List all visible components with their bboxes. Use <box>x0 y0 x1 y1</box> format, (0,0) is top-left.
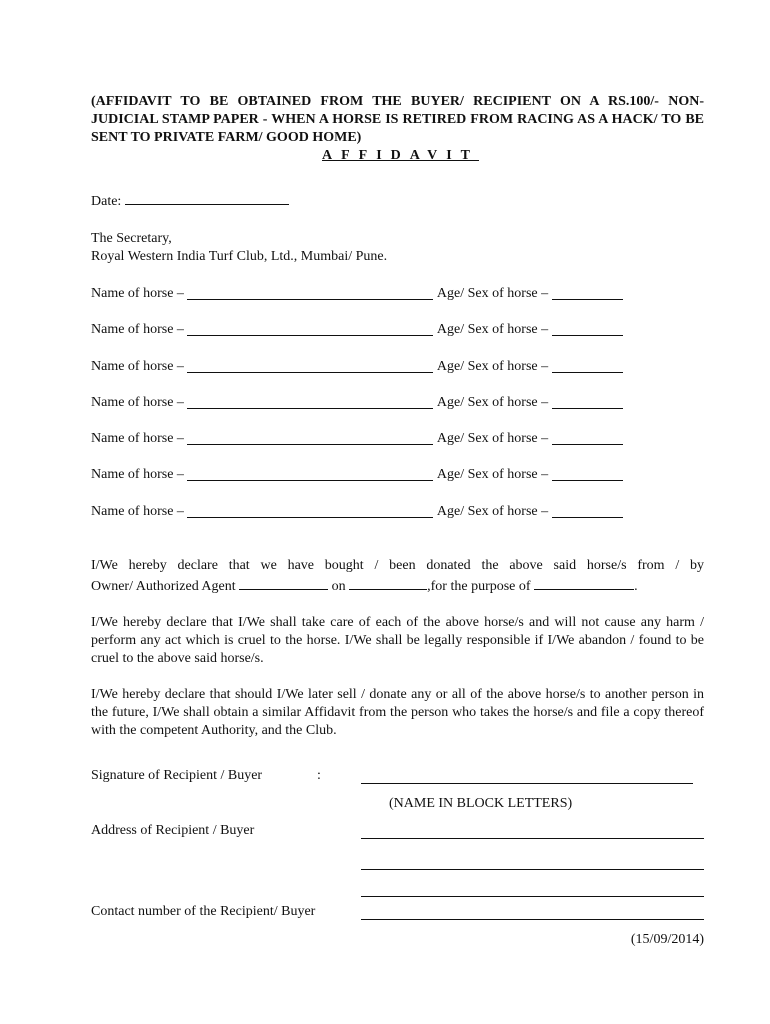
horse-name-label: Name of horse – <box>91 358 184 374</box>
horse-name-label: Name of horse – <box>91 467 184 483</box>
horse-age-field[interactable] <box>552 285 623 300</box>
declaration-purchase-line-2 <box>91 575 704 596</box>
block-letters-label: (NAME IN BLOCK LETTERS) <box>389 796 573 812</box>
declaration-care: I/We hereby declare that I/We shall take care of each of the above horse/s and will not cause any harm / perform any act which is cruel to the horse. I/We shall be legally responsible if I/We abandon / found to be cruel to the above said horse/s. <box>91 615 704 667</box>
agent-field[interactable] <box>239 575 328 590</box>
signature-label: Signature of Recipient / Buyer <box>91 768 263 784</box>
horse-row <box>91 285 704 321</box>
horse-age-field[interactable] <box>552 358 623 373</box>
affidavit-page <box>91 93 704 947</box>
purchase-date-field[interactable] <box>349 575 427 590</box>
horse-age-label: Age/ Sex of horse – <box>436 394 549 410</box>
contact-label: Contact number of the Recipient/ Buyer <box>91 904 316 920</box>
footer-date: (15/09/2014) <box>630 932 704 948</box>
horse-name-field[interactable] <box>187 321 433 336</box>
date-row <box>91 190 704 211</box>
horse-list <box>91 285 704 539</box>
date-field[interactable] <box>125 190 289 205</box>
address-field-line-3[interactable] <box>361 880 704 897</box>
horse-age-label: Age/ Sex of horse – <box>436 286 549 301</box>
horse-age-field[interactable] <box>552 466 623 481</box>
horse-age-field[interactable] <box>552 503 623 518</box>
horse-name-label: Name of horse – <box>91 286 184 301</box>
horse-name-label: Name of horse – <box>91 394 184 410</box>
date-label: Date: <box>91 194 122 209</box>
address-field-line-1[interactable] <box>361 822 704 839</box>
horse-age-field[interactable] <box>552 430 623 445</box>
horse-age-label: Age/ Sex of horse – <box>436 431 549 447</box>
horse-age-label: Age/ Sex of horse – <box>436 503 549 519</box>
declaration-purchase <box>91 557 704 596</box>
horse-name-label: Name of horse – <box>91 322 184 338</box>
horse-age-field[interactable] <box>552 321 623 336</box>
addressee-line-2: Royal Western India Turf Club, Ltd., Mumbai/ Pune. <box>91 249 388 264</box>
signature-colon: : <box>317 768 321 784</box>
horse-name-field[interactable] <box>187 503 433 518</box>
on-label: on <box>328 579 350 595</box>
address-label: Address of Recipient / Buyer <box>91 823 255 839</box>
declaration-resale: I/We hereby declare that should I/We later sell / donate any or all of the above horse/s to another person in the future, I/We shall obtain a similar Affidavit from the person who takes the horse/s and file a copy thereof with the competent Authority, and the Club. <box>91 687 704 739</box>
horse-name-field[interactable] <box>187 285 433 300</box>
horse-age-field[interactable] <box>552 394 623 409</box>
addressee-block <box>91 230 704 266</box>
horse-row <box>91 394 704 430</box>
horse-name-field[interactable] <box>187 394 433 409</box>
horse-row <box>91 321 704 357</box>
horse-name-label: Name of horse – <box>91 503 184 519</box>
signature-field[interactable] <box>361 767 693 784</box>
horse-name-field[interactable] <box>187 466 433 481</box>
declaration-purchase-line-1: I/We hereby declare that we have bought / been donated the above said horse/s from / by <box>91 558 704 574</box>
addressee-line-1: The Secretary, <box>91 231 172 246</box>
horse-row <box>91 466 704 502</box>
purpose-field[interactable] <box>534 575 634 590</box>
horse-name-field[interactable] <box>187 358 433 373</box>
period: . <box>634 579 638 595</box>
horse-age-label: Age/ Sex of horse – <box>436 467 549 483</box>
horse-name-label: Name of horse – <box>91 431 184 447</box>
purpose-label: ,for the purpose of <box>427 579 535 595</box>
horse-row <box>91 430 704 466</box>
document-heading: (AFFIDAVIT TO BE OBTAINED FROM THE BUYER/ RECIPIENT ON A RS.100/- NON-JUDICIAL STAMP PAPER - WHEN A HORSE IS RETIRED FROM RACING AS A HACK/ TO BE SENT TO PRIVATE FARM/ GOOD HOME) <box>91 94 704 145</box>
contact-field[interactable] <box>361 903 704 920</box>
horse-row <box>91 503 704 539</box>
signature-block <box>91 767 704 947</box>
agent-label: Owner/ Authorized Agent <box>91 579 240 595</box>
document-title: AFFIDAVIT <box>322 148 479 163</box>
horse-name-field[interactable] <box>187 430 433 445</box>
address-field-line-2[interactable] <box>361 853 704 870</box>
horse-age-label: Age/ Sex of horse – <box>436 322 549 338</box>
horse-row <box>91 358 704 394</box>
horse-age-label: Age/ Sex of horse – <box>436 358 549 374</box>
